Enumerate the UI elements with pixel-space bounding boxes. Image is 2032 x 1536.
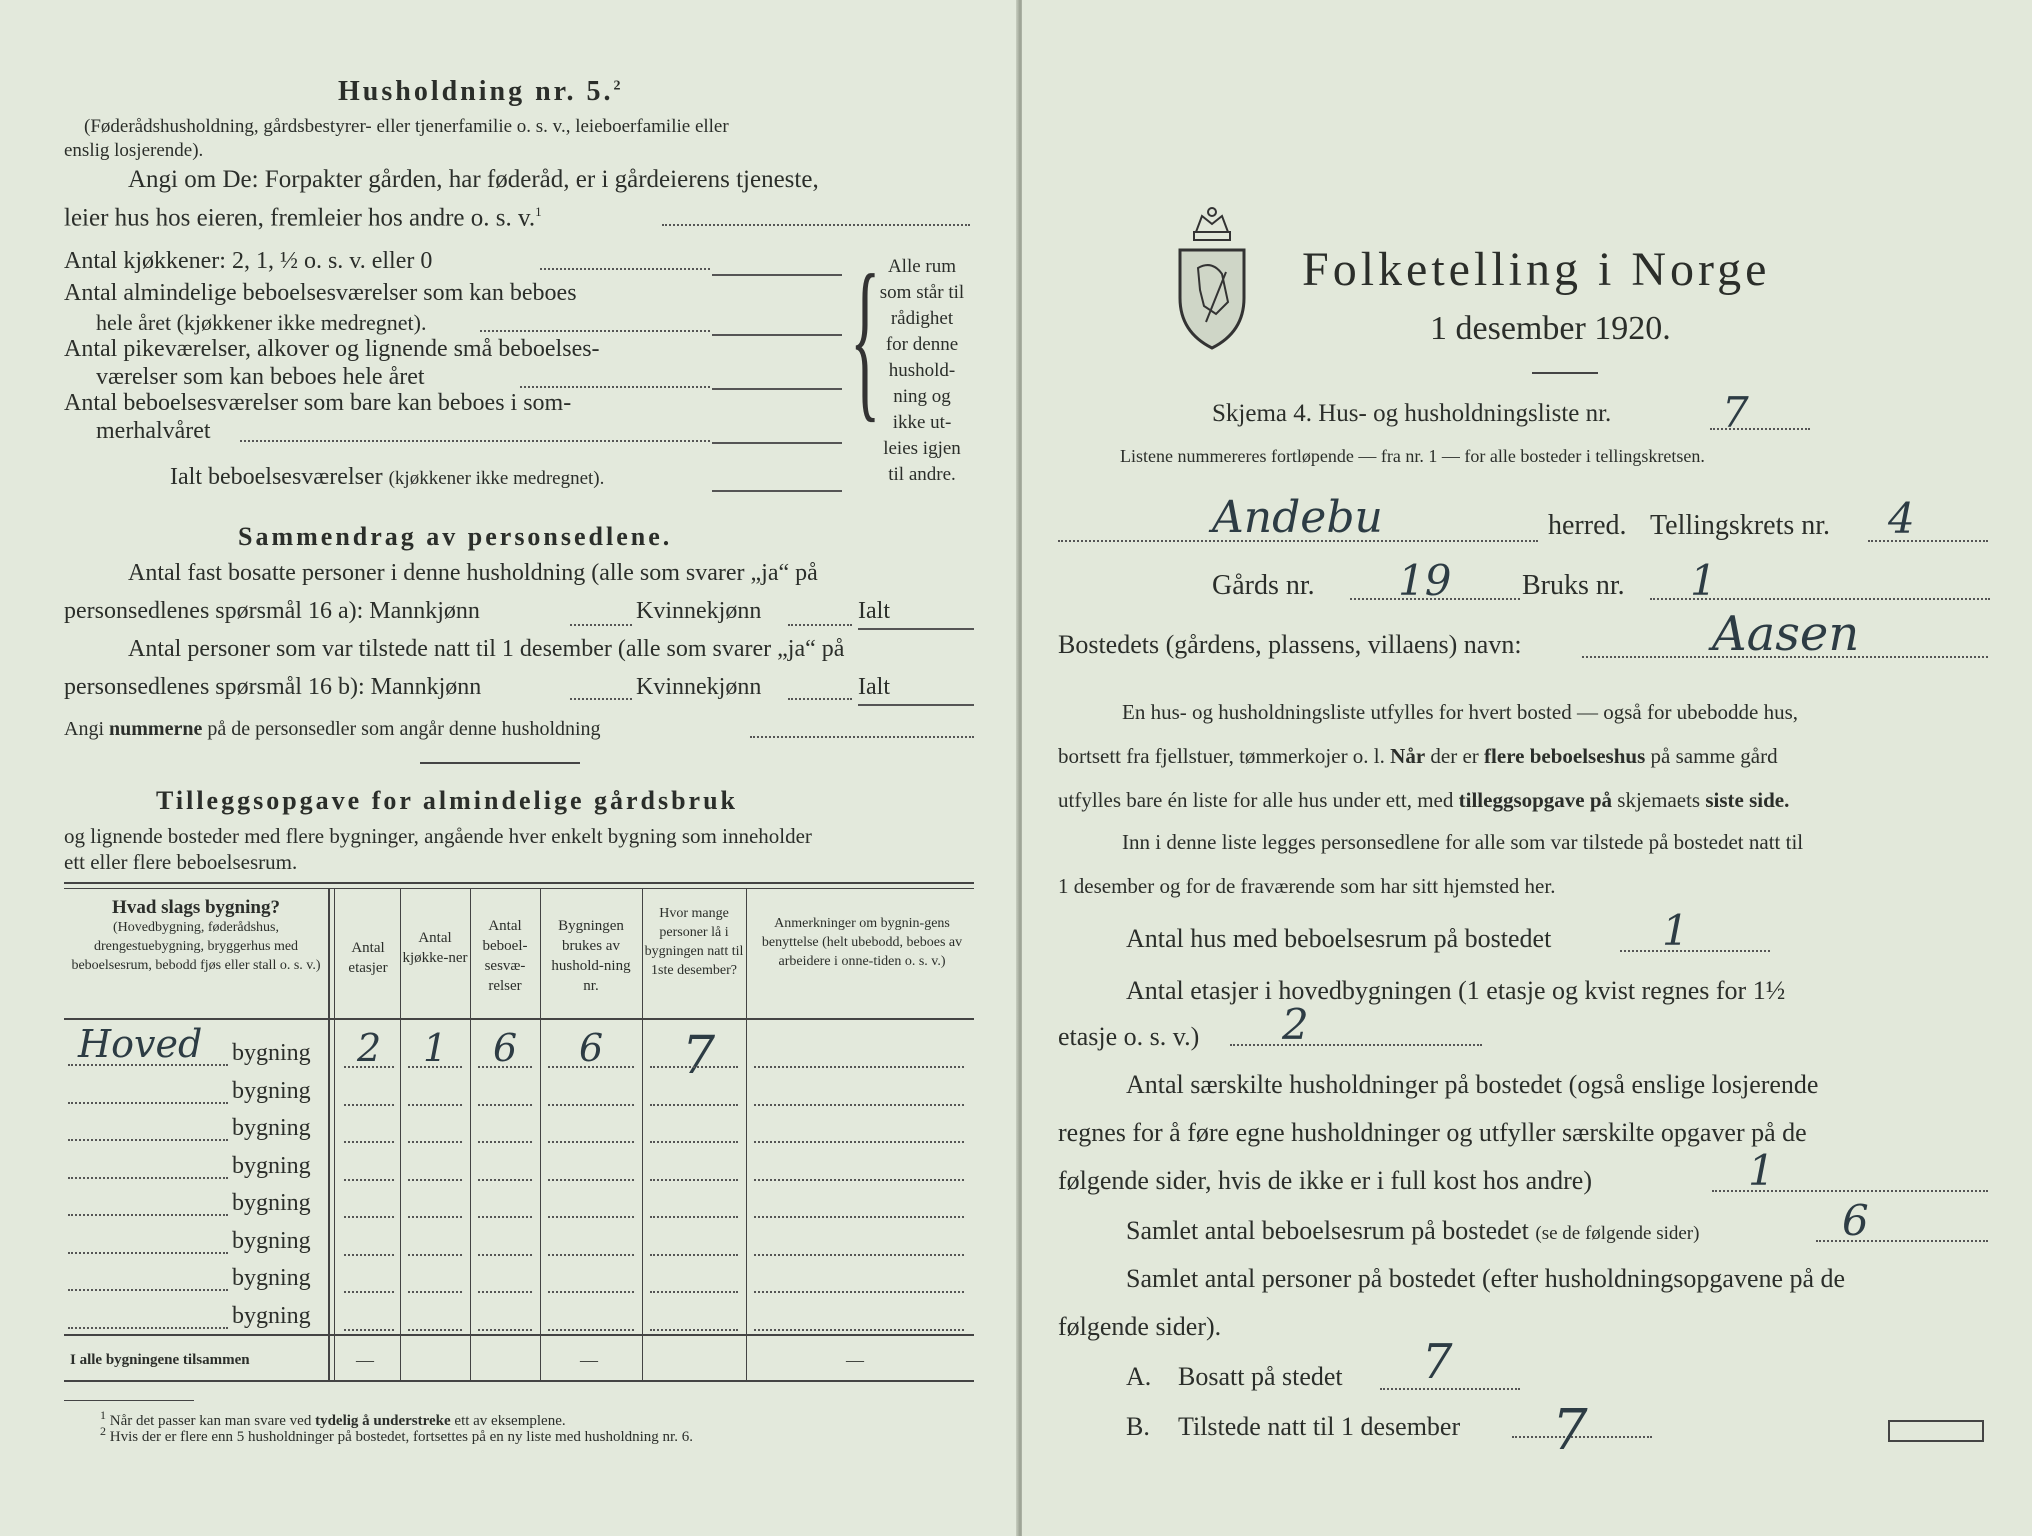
cell-vaer: 6	[493, 1026, 518, 1070]
cell-line	[478, 1254, 532, 1256]
th-anmerkninger: Anmerkninger om bygnin-gens benyttelse (helt ubebodd, beboes av arbeidere i onne-tiden o. s. v.)	[761, 916, 963, 969]
cell-kjokken: 1	[423, 1026, 448, 1070]
q-households-label-1: Antal særskilte husholdninger på bostedet (også enslige losjerende	[1126, 1070, 1819, 1099]
rooms-maid-label-2: værelser som kan beboes hele året	[96, 364, 425, 390]
cell-line	[478, 1329, 532, 1331]
cell-pers: 7	[682, 1026, 716, 1086]
angi-nummerne: Angi nummerne på de personsedler som angår denne husholdning	[64, 718, 601, 740]
row-type-line	[68, 1139, 228, 1141]
cell-line	[650, 1141, 738, 1143]
cell-line	[478, 1291, 532, 1293]
row-bygning-label: bygning	[232, 1227, 311, 1254]
row-type-line	[68, 1289, 228, 1291]
cell-line	[650, 1066, 738, 1068]
gards-label: Gårds nr.	[1212, 570, 1315, 601]
q-households-label-2: regnes for å føre egne husholdninger og utfyller særskilte opgaver på de	[1058, 1118, 1807, 1147]
cell-line	[478, 1104, 532, 1106]
bosted-label: Bostedets (gårdens, plassens, villaens) navn:	[1058, 630, 1522, 659]
q-tilstede-letter: B.	[1126, 1412, 1150, 1441]
tillegg-line-2: ett eller flere beboelsesrum.	[64, 850, 298, 874]
coat-of-arms-icon	[1176, 202, 1248, 350]
cell-line	[408, 1104, 462, 1106]
rooms-ordinary-dots	[480, 330, 710, 332]
krets-value: 4	[1888, 494, 1915, 543]
cell-line	[548, 1104, 634, 1106]
tillegg-title: Tilleggsopgave for almindelige gårdsbruk	[156, 786, 739, 815]
cell-line	[754, 1066, 964, 1068]
total-rooms-label: Ialt beboelsesværelser (kjøkkener ikke medregnet).	[170, 464, 605, 490]
q-floors-value: 2	[1282, 1000, 1309, 1049]
cell-line	[344, 1104, 394, 1106]
table-row	[64, 1261, 974, 1297]
total-row-label: I alle bygningene tilsammen	[70, 1352, 250, 1368]
row-type-line	[68, 1102, 228, 1104]
herred-label: herred.	[1548, 510, 1627, 541]
q-floors-line	[1230, 1044, 1482, 1046]
present-female-line	[788, 698, 852, 700]
row-type-line	[68, 1214, 228, 1216]
rooms-summer-label-2: merhalvåret	[96, 418, 211, 444]
th-kjokkener: Antal kjøkke-ner	[402, 930, 468, 966]
bosted-value: Aasen	[1712, 606, 1860, 662]
row-bygning-label: bygning	[232, 1302, 311, 1329]
table-row	[64, 1299, 974, 1335]
tillegg-line-1: og lignende bosteder med flere bygninger, angående hver enkelt bygning som inneholder	[64, 824, 812, 848]
cell-line	[548, 1329, 634, 1331]
footnote-1: $^1$ Når det passer kan man svare ved tydelig å understreke ett av eksemplene.	[100, 1408, 566, 1429]
census-title: Folketelling i Norge	[1302, 243, 1771, 296]
angi-answer-line	[662, 224, 970, 226]
cell-line	[344, 1141, 394, 1143]
cell-line	[754, 1254, 964, 1256]
info-p2-line-1: Inn i denne liste legges personsedlene for alle som var tilstede på bostedet natt til	[1122, 830, 1804, 854]
rooms-maid-dots	[520, 386, 710, 388]
summary-fast-line-1: Antal fast bosatte personer i denne husholdning (alle som svarer „ja“ på	[128, 560, 818, 586]
krets-line	[1868, 540, 1988, 542]
cell-line	[548, 1179, 634, 1181]
row-type-line	[68, 1252, 228, 1254]
table-header-rule	[64, 1018, 974, 1020]
cell-line	[548, 1254, 634, 1256]
row-type-line	[68, 1327, 228, 1329]
row-bygning-label: bygning	[232, 1265, 311, 1291]
rooms-maid-answer-line	[712, 388, 842, 390]
q-houses-label: Antal hus med beboelsesrum på bostedet	[1126, 924, 1552, 953]
cell-line	[344, 1291, 394, 1293]
table-top-rule	[64, 882, 974, 884]
th-type: Hvad slags bygning? (Hovedbygning, føderådshus, drengestuebygning, bryggerhus med beboelsesrum, bebodd fjøs eller stall o. s. v.)	[71, 897, 321, 973]
q-bosatt-label: Bosatt på stedet	[1178, 1362, 1343, 1391]
cell-line	[754, 1179, 964, 1181]
cell-line	[548, 1291, 634, 1293]
row-bygning-label: bygning	[232, 1152, 311, 1179]
summary-fast-line-2: personsedlenes spørsmål 16 a): Mannkjønn	[64, 598, 480, 624]
q-tilstede-label: Tilstede natt til 1 desember	[1178, 1412, 1461, 1441]
cell-line	[548, 1066, 634, 1068]
table-row	[64, 1111, 974, 1147]
fast-total-line	[858, 628, 974, 630]
skjema-value: 7	[1722, 388, 1749, 437]
cell-hush: 6	[579, 1026, 604, 1070]
krets-label: Tellingskrets nr.	[1650, 510, 1831, 541]
present-total-label: Ialt	[858, 674, 890, 700]
q-floors-label-1: Antal etasjer i hovedbygningen (1 etasje og kvist regnes for 1½	[1126, 976, 1786, 1005]
q-bosatt-value: 7	[1422, 1334, 1453, 1390]
q-households-label-3: følgende sider, hvis de ikke er i full kost hos andre)	[1058, 1166, 1592, 1195]
cell-line	[478, 1066, 532, 1068]
cell-line	[408, 1216, 462, 1218]
household-subtitle: (Føderådshusholdning, gårdsbestyrer- eller tjenerfamilie o. s. v., leieboerfamilie eller	[84, 116, 729, 137]
cell-etasjer: 2	[357, 1026, 382, 1070]
listene-note: Listene nummereres fortløpende — fra nr. 1 — for alle bosteder i tellingskretsen.	[1120, 446, 1705, 466]
row-bygning-label: bygning	[232, 1115, 311, 1141]
footnote-rule	[64, 1400, 194, 1401]
herred-value: Andebu	[1212, 492, 1383, 543]
rooms-ordinary-answer-line	[712, 334, 842, 336]
brace: {	[850, 238, 881, 437]
fast-total-label: Ialt	[858, 598, 890, 624]
fast-female-line	[788, 624, 852, 626]
household-subtitle-2: enslig losjerende).	[64, 140, 204, 161]
cell-line	[754, 1104, 964, 1106]
cell-line	[650, 1104, 738, 1106]
row-bygning-label: bygning	[232, 1040, 311, 1066]
cell-line	[478, 1179, 532, 1181]
q-bosatt-letter: A.	[1126, 1362, 1152, 1391]
present-male-line	[570, 698, 632, 700]
present-female-label: Kvinnekjønn	[636, 674, 762, 700]
row-bygning-label: bygning	[232, 1190, 311, 1216]
q-persons-label-1: Samlet antal personer på bostedet (efter husholdningsopgavene på de	[1126, 1264, 1846, 1293]
q-households-value: 1	[1748, 1146, 1775, 1195]
info-p1-line-3: utfylles bare én liste for alle hus under ett, med tilleggsopgave på skjemaets siste side.	[1058, 788, 1790, 812]
row-bygning-label: bygning	[232, 1077, 311, 1104]
q-tilstede-value: 7	[1552, 1398, 1588, 1463]
total-dash: —	[356, 1350, 374, 1370]
summary-present-line-1: Antal personer som var tilstede natt til 1 desember (alle som svarer „ja“ på	[128, 636, 845, 662]
info-p1-line-1: En hus- og husholdningsliste utfylles for hvert bosted — også for ubebodde hus,	[1122, 700, 1798, 724]
cell-line	[650, 1216, 738, 1218]
present-total-line	[858, 704, 974, 706]
cell-line	[548, 1216, 634, 1218]
q-rooms-label: Samlet antal beboelsesrum på bostedet (se de følgende sider)	[1126, 1216, 1700, 1245]
total-dash: —	[846, 1350, 864, 1370]
cell-line	[754, 1329, 964, 1331]
info-p2-line-2: 1 desember og for de fraværende som har sitt hjemsted her.	[1058, 874, 1556, 898]
footnote-2: $^2$ Hvis der er flere enn 5 husholdninger på bostedet, fortsettes på en ny liste med husholdning nr. 6.	[100, 1424, 693, 1445]
rooms-summer-label: Antal beboelsesværelser som bare kan beboes i som-	[64, 390, 572, 416]
census-date: 1 desember 1920.	[1430, 310, 1671, 347]
cell-line	[344, 1254, 394, 1256]
cell-line	[344, 1216, 394, 1218]
printer-stamp	[1888, 1420, 1984, 1442]
q-houses-value: 1	[1662, 906, 1689, 955]
cell-line	[754, 1141, 964, 1143]
rooms-maid-label: Antal pikeværelser, alkover og lignende små beboelses-	[64, 336, 600, 362]
kitchens-label: Antal kjøkkener: 2, 1, ½ o. s. v. eller 0	[64, 248, 433, 274]
table-row	[64, 1224, 974, 1260]
divider	[420, 762, 580, 764]
summary-title: Sammendrag av personsedlene.	[238, 522, 673, 551]
cell-line	[408, 1291, 462, 1293]
brace-note: Alle rum som står til rådighet for denne hushold- ning og ikke ut- leies igjen til andre.	[879, 256, 965, 485]
cell-line	[650, 1329, 738, 1331]
bruks-value: 1	[1690, 556, 1717, 605]
rooms-ordinary-label: Antal almindelige beboelsesværelser som kan beboes	[64, 280, 577, 306]
cell-line	[478, 1216, 532, 1218]
cell-line	[344, 1179, 394, 1181]
cell-line	[408, 1254, 462, 1256]
bruks-label: Bruks nr.	[1522, 570, 1625, 601]
cell-line	[650, 1291, 738, 1293]
cell-line	[478, 1141, 532, 1143]
angi-line-2: leier hus hos eieren, fremleier hos andre o. s. v.$^1$	[64, 204, 542, 232]
table-row	[64, 1186, 974, 1222]
table-row	[64, 1022, 974, 1086]
cell-line	[408, 1141, 462, 1143]
kitchens-answer-line	[712, 274, 842, 276]
th-etasjer: Antal etasjer	[348, 940, 388, 976]
row-type-line	[68, 1177, 228, 1179]
th-husholdning: Bygningen brukes av hushold-ning nr.	[551, 918, 631, 994]
angi-line-1: Angi om De: Forpakter gården, har føderåd, er i gårdeierens tjeneste,	[128, 166, 819, 193]
th-personer: Hvor mange personer lå i bygningen natt til 1ste desember?	[644, 906, 744, 978]
gards-value: 19	[1398, 556, 1452, 605]
cell-line	[344, 1329, 394, 1331]
q-houses-line	[1620, 950, 1770, 952]
th-vaerelser: Antal beboel-sesvæ-relser	[482, 918, 528, 994]
cell-line	[408, 1179, 462, 1181]
rooms-ordinary-label-2: hele året (kjøkkener ikke medregnet).	[96, 310, 427, 335]
summary-present-line-2: personsedlenes spørsmål 16 b): Mannkjønn	[64, 674, 482, 700]
table-bottom-rule	[64, 1380, 974, 1382]
fast-male-line	[570, 624, 632, 626]
right-page	[1022, 0, 2032, 1536]
q-rooms-value: 6	[1842, 1196, 1869, 1245]
total-dash: —	[580, 1350, 598, 1370]
q-persons-label-2: følgende sider).	[1058, 1312, 1222, 1341]
total-rooms-answer-line	[712, 490, 842, 492]
q-floors-label-2: etasje o. s. v.)	[1058, 1022, 1200, 1051]
table-row	[64, 1149, 974, 1185]
cell-line	[650, 1179, 738, 1181]
title-rule	[1532, 372, 1598, 374]
angi-nummerne-line	[750, 736, 974, 738]
fast-female-label: Kvinnekjønn	[636, 598, 762, 624]
cell-line	[754, 1291, 964, 1293]
table-row	[64, 1074, 974, 1110]
kitchens-dots	[540, 268, 710, 270]
cell-line	[548, 1141, 634, 1143]
row-type-value: Hoved	[78, 1022, 203, 1066]
rooms-summer-answer-line	[712, 442, 842, 444]
cell-line	[344, 1066, 394, 1068]
skjema-label: Skjema 4. Hus- og husholdningsliste nr.	[1212, 400, 1612, 427]
cell-line	[408, 1329, 462, 1331]
household-title: Husholdning nr. 5.$^2$	[338, 76, 624, 107]
rooms-summer-dots	[240, 440, 710, 442]
info-p1-line-2: bortsett fra fjellstuer, tømmerkojer o. l. Når der er flere beboelseshus på samme gård	[1058, 744, 1778, 768]
cell-line	[408, 1066, 462, 1068]
cell-line	[754, 1216, 964, 1218]
cell-line	[650, 1254, 738, 1256]
table-top-rule-2	[64, 888, 974, 889]
